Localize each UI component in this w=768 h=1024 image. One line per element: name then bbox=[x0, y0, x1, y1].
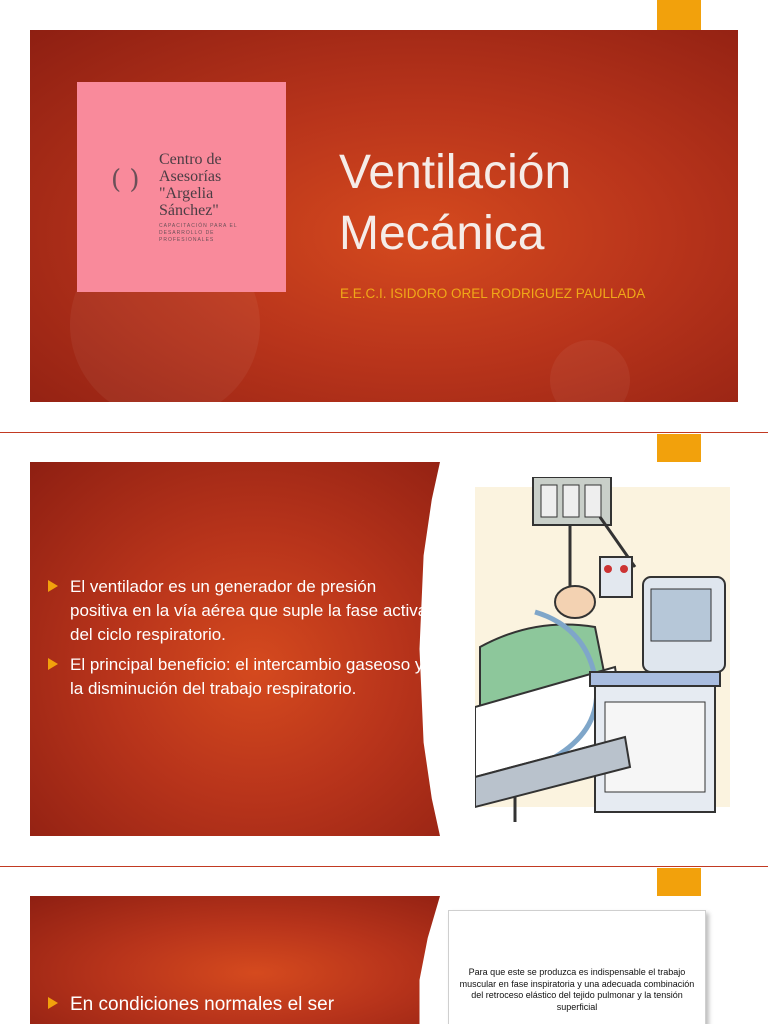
bullet-arrow-icon bbox=[48, 580, 58, 592]
slide-title: Ventilación Mecánica bbox=[339, 146, 572, 260]
laurel-icon: ( ) bbox=[111, 165, 140, 195]
bullet-arrow-icon bbox=[48, 658, 58, 670]
bullet-arrow-icon bbox=[48, 997, 58, 1009]
slide-divider bbox=[0, 432, 768, 433]
author-line: E.E.C.I. ISIDORO OREL RODRIGUEZ PAULLADA bbox=[340, 286, 646, 301]
logo bbox=[77, 82, 286, 292]
slide-divider bbox=[0, 866, 768, 867]
bullet-list bbox=[48, 992, 428, 1018]
logo-name: Centro de Asesorías "Argelia Sánchez" bbox=[159, 151, 222, 219]
ventilator-patient-illustration bbox=[475, 477, 730, 822]
bokeh-decoration bbox=[550, 340, 630, 402]
content-slide-2 bbox=[30, 462, 738, 836]
content-slide-3 bbox=[30, 896, 738, 1024]
bullet-list bbox=[48, 575, 428, 707]
bullet-item: En condiciones normales el ser bbox=[48, 992, 428, 1018]
logo-tagline: CAPACITACIÓN PARA EL DESARROLLO DE PROFESIONALES bbox=[159, 223, 238, 243]
bullet-item: El principal beneficio: el intercambio gaseoso y la disminución del trabajo respiratorio. bbox=[48, 653, 428, 701]
note-text: Para que este se produzca es indispensable el trabajo muscular en fase inspiratoria y una adecuada combinación del retroceso elástico del tejido pulmonar y la tensión superficial bbox=[459, 967, 695, 1012]
note-card bbox=[448, 910, 706, 1024]
title-slide bbox=[30, 30, 738, 402]
bullet-item: El ventilador es un generador de presión positiva en la vía aérea que suple la fase activa del ciclo respiratorio. bbox=[48, 575, 428, 647]
